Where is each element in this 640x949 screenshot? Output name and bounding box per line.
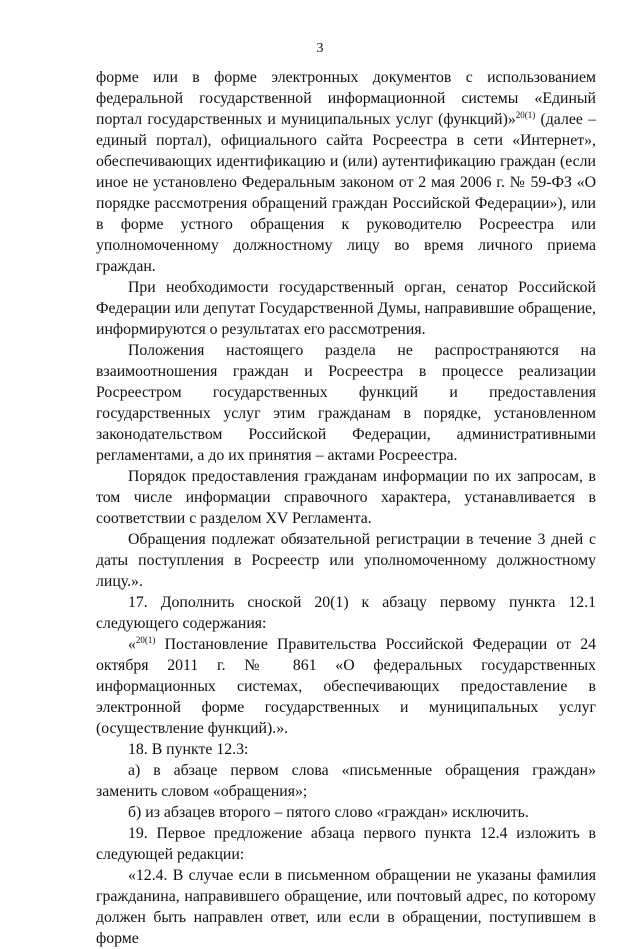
paragraph-text: а) в абзаце первом слова «письменные обращения граждан» заменить словом «обращения»; — [96, 762, 596, 800]
paragraph-text: (далее – единый портал), официального сайта Росреестра в сети «Интернет», обеспечивающих идентификацию и (или) аутентификацию граждан (если иное не установлено Федеральным законом от 2 мая 2006 г. № 59-ФЗ «О порядке рассмотрения обращений граждан Российской Федерации»), или в форме устного обращения к руководителю Росреестра или уполномоченному должностному лицу во время личного приема граждан. — [96, 111, 596, 275]
paragraph-text: 18. В пункте 12.3: — [128, 741, 249, 758]
paragraph-text: Постановление Правительства Российской Федерации от 24 октября 2011 г. № 861 «О федеральных государственных информационных системах, обеспечивающих предоставление в электронной форме государственных и муниципальных услуг (осуществление функций).». — [96, 636, 596, 737]
paragraph-10 — [96, 802, 596, 823]
paragraph-2 — [96, 277, 596, 340]
paragraph-text: «12.4. В случае если в письменном обращении не указаны фамилия гражданина, направившего обращение, или почтовый адрес, по которому должен быть направлен ответ, или если в обращении, поступившем в форме — [96, 867, 596, 947]
paragraph-text: Положения настоящего раздела не распространяются на взаимоотношения граждан и Росреестра в процессе реализации Росреестром государственных функций и предоставления государственных услуг этим гражданам в порядке, установленном законодательством Российской Федерации, административными регламентами, а до их принятия – актами Росреестра. — [96, 342, 596, 464]
paragraph-text: б) из абзацев второго – пятого слово «граждан» исключить. — [128, 804, 529, 821]
paragraph-text: « — [128, 636, 136, 653]
paragraph-text: Обращения подлежат обязательной регистрации в течение 3 дней с даты поступления в Росреестр или уполномоченному должностному лицу.». — [96, 531, 596, 590]
paragraph-12 — [96, 865, 596, 949]
paragraph-11 — [96, 823, 596, 865]
paragraph-4 — [96, 466, 596, 529]
paragraph-8 — [96, 739, 596, 760]
paragraph-7 — [96, 634, 596, 739]
paragraph-9 — [96, 760, 596, 802]
paragraph-text: форме или в форме электронных документов с использованием федеральной государственной информационной системы «Единый портал государственных и муниципальных услуг (функций)» — [96, 69, 596, 128]
paragraph-text: 19. Первое предложение абзаца первого пункта 12.4 изложить в следующей редакции: — [96, 825, 596, 863]
paragraph-text: Порядок предоставления гражданам информации по их запросам, в том числе информации справочного характера, устанавливается в соответствии с разделом XV Регламента. — [96, 468, 596, 527]
paragraph-text: При необходимости государственный орган, сенатор Российской Федерации или депутат Государственной Думы, направившие обращение, информируются о результатах его рассмотрения. — [96, 279, 596, 338]
paragraph-6 — [96, 592, 596, 634]
paragraph-3 — [96, 340, 596, 466]
footnote-marker: 20(1) — [135, 635, 156, 645]
footnote-marker: 20(1) — [515, 110, 536, 120]
page-number: 3 — [316, 41, 324, 56]
document-body — [96, 67, 596, 949]
paragraph-5 — [96, 529, 596, 592]
paragraph-text: 17. Дополнить сноской 20(1) к абзацу первому пункта 12.1 следующего содержания: — [96, 594, 596, 632]
paragraph-1 — [96, 67, 596, 277]
